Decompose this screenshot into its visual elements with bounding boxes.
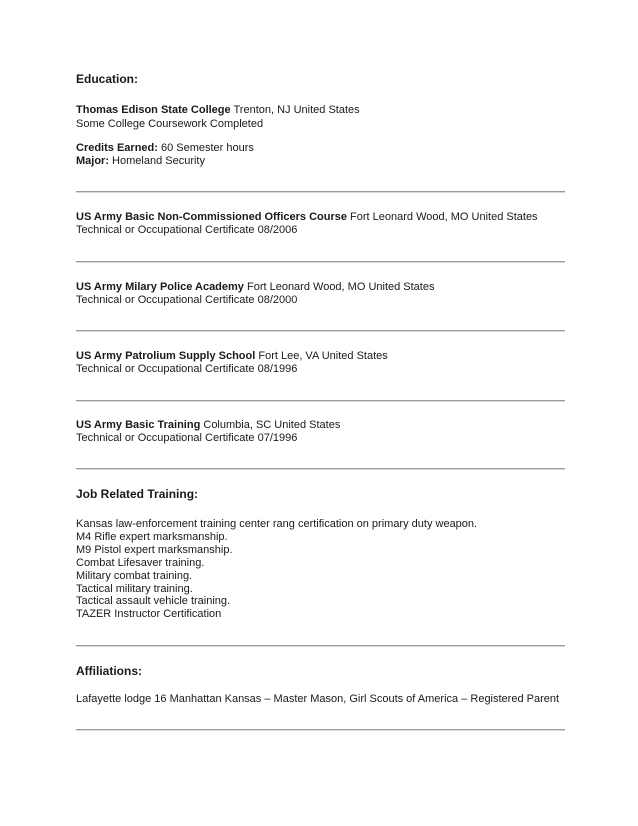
cert-name: US Army Patrolium Supply School [76, 350, 256, 362]
cert-detail: Technical or Occupational Certificate 07/1996 [76, 432, 298, 444]
training-item: Combat Lifesaver training. [76, 557, 205, 569]
education-heading: Education: [76, 72, 138, 86]
training-item: Military combat training. [76, 570, 193, 582]
major-line [76, 155, 205, 168]
major-value: Homeland Security [109, 155, 205, 167]
cert-name: US Army Milary Police Academy [76, 281, 244, 293]
divider [76, 191, 565, 193]
cert-line [76, 211, 538, 224]
school-location: Trenton, NJ United States [230, 104, 360, 116]
cert-location: Columbia, SC United States [200, 419, 341, 431]
divider [76, 400, 565, 402]
affiliations-heading: Affiliations: [76, 664, 142, 678]
cert-location: Fort Leonard Wood, MO United States [347, 211, 538, 223]
cert-name: US Army Basic Non-Commissioned Officers Course [76, 211, 347, 223]
training-item: TAZER Instructor Certification [76, 608, 222, 620]
cert-name: US Army Basic Training [76, 419, 201, 431]
school-name: Thomas Edison State College [76, 104, 231, 116]
cert-detail: Technical or Occupational Certificate 08/1996 [76, 363, 298, 375]
credits-value: 60 Semester hours [157, 142, 254, 154]
cert-line [76, 419, 340, 432]
school-line [76, 104, 360, 117]
training-item: Kansas law-enforcement training center rang certification on primary duty weapon. [76, 518, 478, 530]
divider [76, 645, 565, 647]
school-status: Some College Coursework Completed [76, 118, 264, 130]
divider [76, 330, 565, 332]
cert-location: Fort Lee, VA United States [255, 350, 388, 362]
training-item: Tactical assault vehicle training. [76, 595, 231, 607]
training-heading: Job Related Training: [76, 487, 199, 501]
major-label: Major: [76, 155, 109, 167]
divider [76, 729, 565, 731]
cert-location: Fort Leonard Wood, MO United States [243, 281, 435, 293]
training-item: M9 Pistol expert marksmanship. [76, 544, 233, 556]
cert-detail: Technical or Occupational Certificate 08/2006 [76, 224, 298, 236]
cert-line [76, 281, 434, 294]
training-item: Tactical military training. [76, 583, 193, 595]
cert-line [76, 350, 388, 363]
credits-label: Credits Earned: [76, 142, 158, 154]
credits-line [76, 142, 254, 155]
divider [76, 261, 565, 263]
cert-detail: Technical or Occupational Certificate 08/2000 [76, 294, 298, 306]
divider [76, 468, 565, 470]
training-item: M4 Rifle expert marksmanship. [76, 531, 228, 543]
affiliations-text: Lafayette lodge 16 Manhattan Kansas – Master Mason, Girl Scouts of America – Registered Parent [76, 693, 560, 705]
